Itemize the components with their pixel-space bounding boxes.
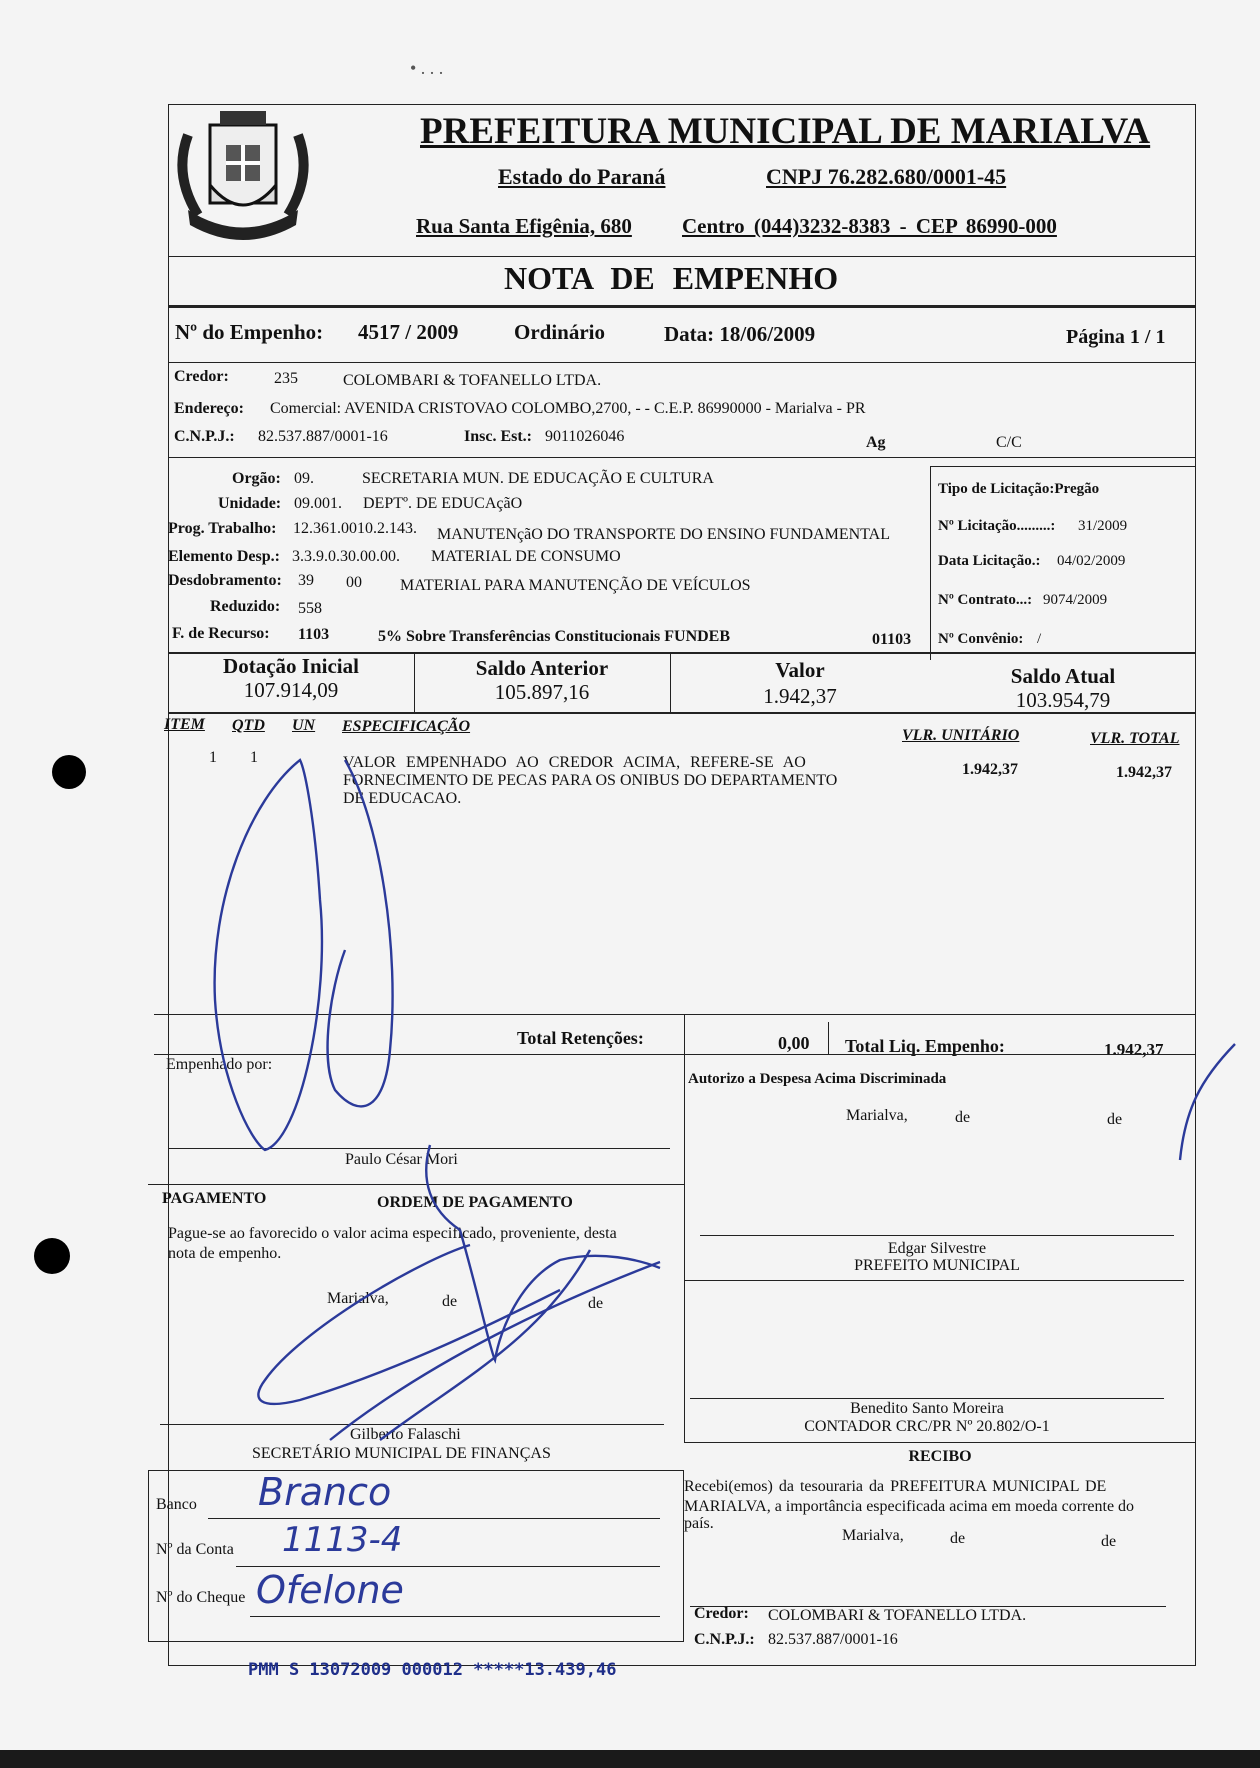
recurso-label: F. de Recurso: bbox=[172, 625, 270, 642]
ordem-pagamento-label: ORDEM DE PAGAMENTO bbox=[377, 1194, 573, 1211]
footer-stamp: PMM S 13072009 000012 *****13.439,46 bbox=[248, 1660, 617, 1680]
header-address: Rua Santa Efigênia, 680 bbox=[416, 214, 632, 238]
pagamento-de1: de bbox=[442, 1293, 458, 1310]
recibo-cnpj: 82.537.887/0001-16 bbox=[768, 1631, 898, 1648]
endereco-label: Endereço: bbox=[174, 400, 244, 417]
header-title: PREFEITURA MUNICIPAL DE MARIALVA bbox=[420, 111, 1151, 152]
orgao-name: SECRETARIA MUN. DE EDUCAÇÃO E CULTURA bbox=[362, 470, 714, 487]
header-estado: Estado do Paraná bbox=[498, 164, 666, 189]
col-item: ITEM bbox=[164, 716, 205, 733]
credor-cnpj-label: C.N.P.J.: bbox=[174, 428, 235, 445]
recibo-place: Marialva, bbox=[842, 1527, 904, 1544]
row-qtd: 1 bbox=[250, 749, 258, 766]
autorizo-label: Autorizo a Despesa Acima Discriminada bbox=[688, 1071, 947, 1087]
saldo-atual-value: 103.954,79 bbox=[1015, 688, 1111, 712]
conta-label: Nº da Conta bbox=[156, 1541, 234, 1558]
contrato-label: Nº Contrato...: bbox=[938, 592, 1033, 608]
licitacao-num-label: Nº Licitação.........: bbox=[938, 518, 1056, 534]
licitacao-num: 31/2009 bbox=[1078, 518, 1128, 534]
dotacao-inicial-label: Dotação Inicial bbox=[223, 654, 359, 678]
orgao-code: 09. bbox=[294, 470, 314, 487]
saldo-atual-label: Saldo Atual bbox=[1010, 664, 1116, 688]
saldo-anterior-value: 105.897,16 bbox=[494, 680, 590, 704]
retencoes-label: Total Retenções: bbox=[517, 1028, 644, 1048]
elem-code: 3.3.9.0.30.00.00. bbox=[292, 548, 400, 565]
recibo-credor-label: Credor: bbox=[694, 1605, 749, 1622]
desd-label: Desdobramento: bbox=[168, 572, 282, 589]
cc-label: C/C bbox=[996, 434, 1022, 451]
recibo-title: RECIBO bbox=[908, 1448, 972, 1465]
convenio-label: Nº Convênio: bbox=[938, 631, 1024, 647]
unidade-label: Unidade: bbox=[218, 495, 282, 512]
credor-cnpj: 82.537.887/0001-16 bbox=[258, 428, 388, 445]
empenho-num-label: Nº do Empenho: bbox=[175, 320, 324, 344]
recurso-code: 1103 bbox=[298, 626, 330, 643]
orgao-label: Orgão: bbox=[232, 470, 281, 487]
pagamento-role: SECRETÁRIO MUNICIPAL DE FINANÇAS bbox=[252, 1445, 551, 1462]
unidade-name: DEPTº. DE EDUCAçãO bbox=[363, 495, 523, 512]
recibo-de1: de bbox=[950, 1530, 966, 1547]
liq-empenho-label: Total Liq. Empenho: bbox=[845, 1036, 1005, 1056]
pagamento-text-line: Pague-se ao favorecido o valor acima especificado, proveniente, desta bbox=[168, 1225, 617, 1242]
col-un: UN bbox=[292, 717, 316, 734]
convenio-value: / bbox=[1037, 631, 1042, 647]
credor-name: COLOMBARI & TOFANELLO LTDA. bbox=[343, 372, 602, 389]
autorizo-place: Marialva, bbox=[846, 1107, 908, 1124]
prefeito-role: PREFEITO MUNICIPAL bbox=[854, 1257, 1020, 1274]
autorizo-de1: de bbox=[955, 1109, 971, 1126]
recibo-de2: de bbox=[1101, 1533, 1117, 1550]
autorizo-de2: de bbox=[1107, 1111, 1123, 1128]
cheque-handwriting: Ofelone bbox=[256, 1568, 404, 1612]
contador-name: Benedito Santo Moreira bbox=[850, 1400, 1004, 1417]
recibo-cnpj-label: C.N.P.J.: bbox=[694, 1631, 755, 1648]
prog-name: MANUTENçãO DO TRANSPORTE DO ENSINO FUNDAMENTAL bbox=[437, 526, 890, 543]
pagamento-name: Gilberto Falaschi bbox=[350, 1426, 461, 1443]
row-total: 1.942,37 bbox=[1116, 764, 1172, 781]
recibo-credor: COLOMBARI & TOFANELLO LTDA. bbox=[768, 1607, 1027, 1624]
empenho-num: 4517 / 2009 bbox=[358, 320, 459, 344]
empenho-pagina: Página 1 / 1 bbox=[1066, 326, 1166, 348]
row-espec-line: VALOR EMPENHADO AO CREDOR ACIMA, REFERE-SE AO bbox=[343, 754, 806, 771]
pagamento-label: PAGAMENTO bbox=[162, 1190, 267, 1207]
col-unit: VLR. UNITÁRIO bbox=[902, 727, 1020, 744]
saldo-anterior-label: Saldo Anterior bbox=[475, 656, 609, 680]
recibo-text-line: país. bbox=[684, 1515, 714, 1532]
desd-code: 39 bbox=[298, 572, 314, 589]
row-espec-line: FORNECIMENTO DE PECAS PARA OS ONIBUS DO DEPARTAMENTO bbox=[343, 772, 838, 789]
empenho-tipo: Ordinário bbox=[514, 320, 606, 344]
elem-name: MATERIAL DE CONSUMO bbox=[431, 548, 621, 565]
banco-handwriting: Branco bbox=[258, 1470, 392, 1514]
recibo-text-line: Recebi(emos) da tesouraria da PREFEITURA MUNICIPAL DE bbox=[684, 1478, 1107, 1495]
pagamento-de2: de bbox=[588, 1295, 604, 1312]
licitacao-tipo: Tipo de Licitação:Pregão bbox=[938, 481, 1100, 497]
licitacao-data: 04/02/2009 bbox=[1057, 553, 1126, 569]
row-item: 1 bbox=[209, 749, 217, 766]
pagamento-text-line: nota de empenho. bbox=[168, 1245, 282, 1262]
scan-marks-top: • . . . bbox=[410, 58, 444, 78]
valor-label: Valor bbox=[775, 658, 825, 682]
banco-label: Banco bbox=[156, 1496, 197, 1513]
licitacao-data-label: Data Licitação.: bbox=[938, 553, 1041, 569]
elem-label: Elemento Desp.: bbox=[168, 548, 280, 565]
prefeito-name: Edgar Silvestre bbox=[887, 1240, 987, 1257]
row-espec-line: DE EDUCACAO. bbox=[343, 790, 462, 807]
reduzido-value: 558 bbox=[298, 600, 322, 617]
recurso-code2: 01103 bbox=[872, 631, 912, 648]
pagamento-place: Marialva, bbox=[327, 1290, 389, 1307]
row-unit: 1.942,37 bbox=[962, 761, 1018, 778]
contador-role: CONTADOR CRC/PR Nº 20.802/O-1 bbox=[804, 1418, 1050, 1435]
insc-label: Insc. Est.: bbox=[464, 428, 533, 445]
desd-name: MATERIAL PARA MANUTENÇÃO DE VEÍCULOS bbox=[400, 577, 751, 594]
contrato-value: 9074/2009 bbox=[1043, 592, 1108, 608]
header-contact: Centro (044)3232-8383 - CEP 86990-000 bbox=[682, 214, 1057, 238]
endereco-value: Comercial: AVENIDA CRISTOVAO COLOMBO,2700, - - C.E.P. 86990000 - Marialva - PR bbox=[270, 400, 866, 417]
col-espec: ESPECIFICAÇÃO bbox=[342, 718, 471, 735]
credor-code: 235 bbox=[274, 370, 298, 387]
dotacao-inicial-value: 107.914,09 bbox=[243, 678, 339, 702]
col-total: VLR. TOTAL bbox=[1090, 730, 1180, 747]
empenhado-name: Paulo César Mori bbox=[345, 1151, 458, 1168]
liq-empenho-value: 1.942,37 bbox=[1104, 1040, 1164, 1059]
prog-code: 12.361.0010.2.143. bbox=[293, 520, 417, 537]
desd-code2: 00 bbox=[346, 574, 362, 591]
prog-label: Prog. Trabalho: bbox=[168, 520, 277, 537]
recurso-name: 5% Sobre Transferências Constitucionais FUNDEB bbox=[378, 628, 731, 645]
retencoes-value: 0,00 bbox=[778, 1033, 810, 1053]
col-qtd: QTD bbox=[232, 717, 265, 734]
empenho-data: Data: 18/06/2009 bbox=[664, 322, 816, 346]
empenhado-label: Empenhado por: bbox=[166, 1056, 273, 1073]
cheque-label: Nº do Cheque bbox=[156, 1589, 246, 1606]
ag-label: Ag bbox=[866, 434, 886, 451]
reduzido-label: Reduzido: bbox=[210, 598, 281, 615]
conta-handwriting: 1113-4 bbox=[282, 1520, 403, 1560]
insc-value: 9011026046 bbox=[545, 428, 625, 445]
valor-value: 1.942,37 bbox=[763, 684, 837, 708]
unidade-code: 09.001. bbox=[294, 495, 342, 512]
doc-title: NOTA DE EMPENHO bbox=[504, 260, 839, 296]
credor-label: Credor: bbox=[174, 368, 229, 385]
recibo-text-line: MARIALVA, a importância especificada acima em moeda corrente do bbox=[684, 1498, 1135, 1515]
header-cnpj: CNPJ 76.282.680/0001-45 bbox=[766, 164, 1007, 189]
